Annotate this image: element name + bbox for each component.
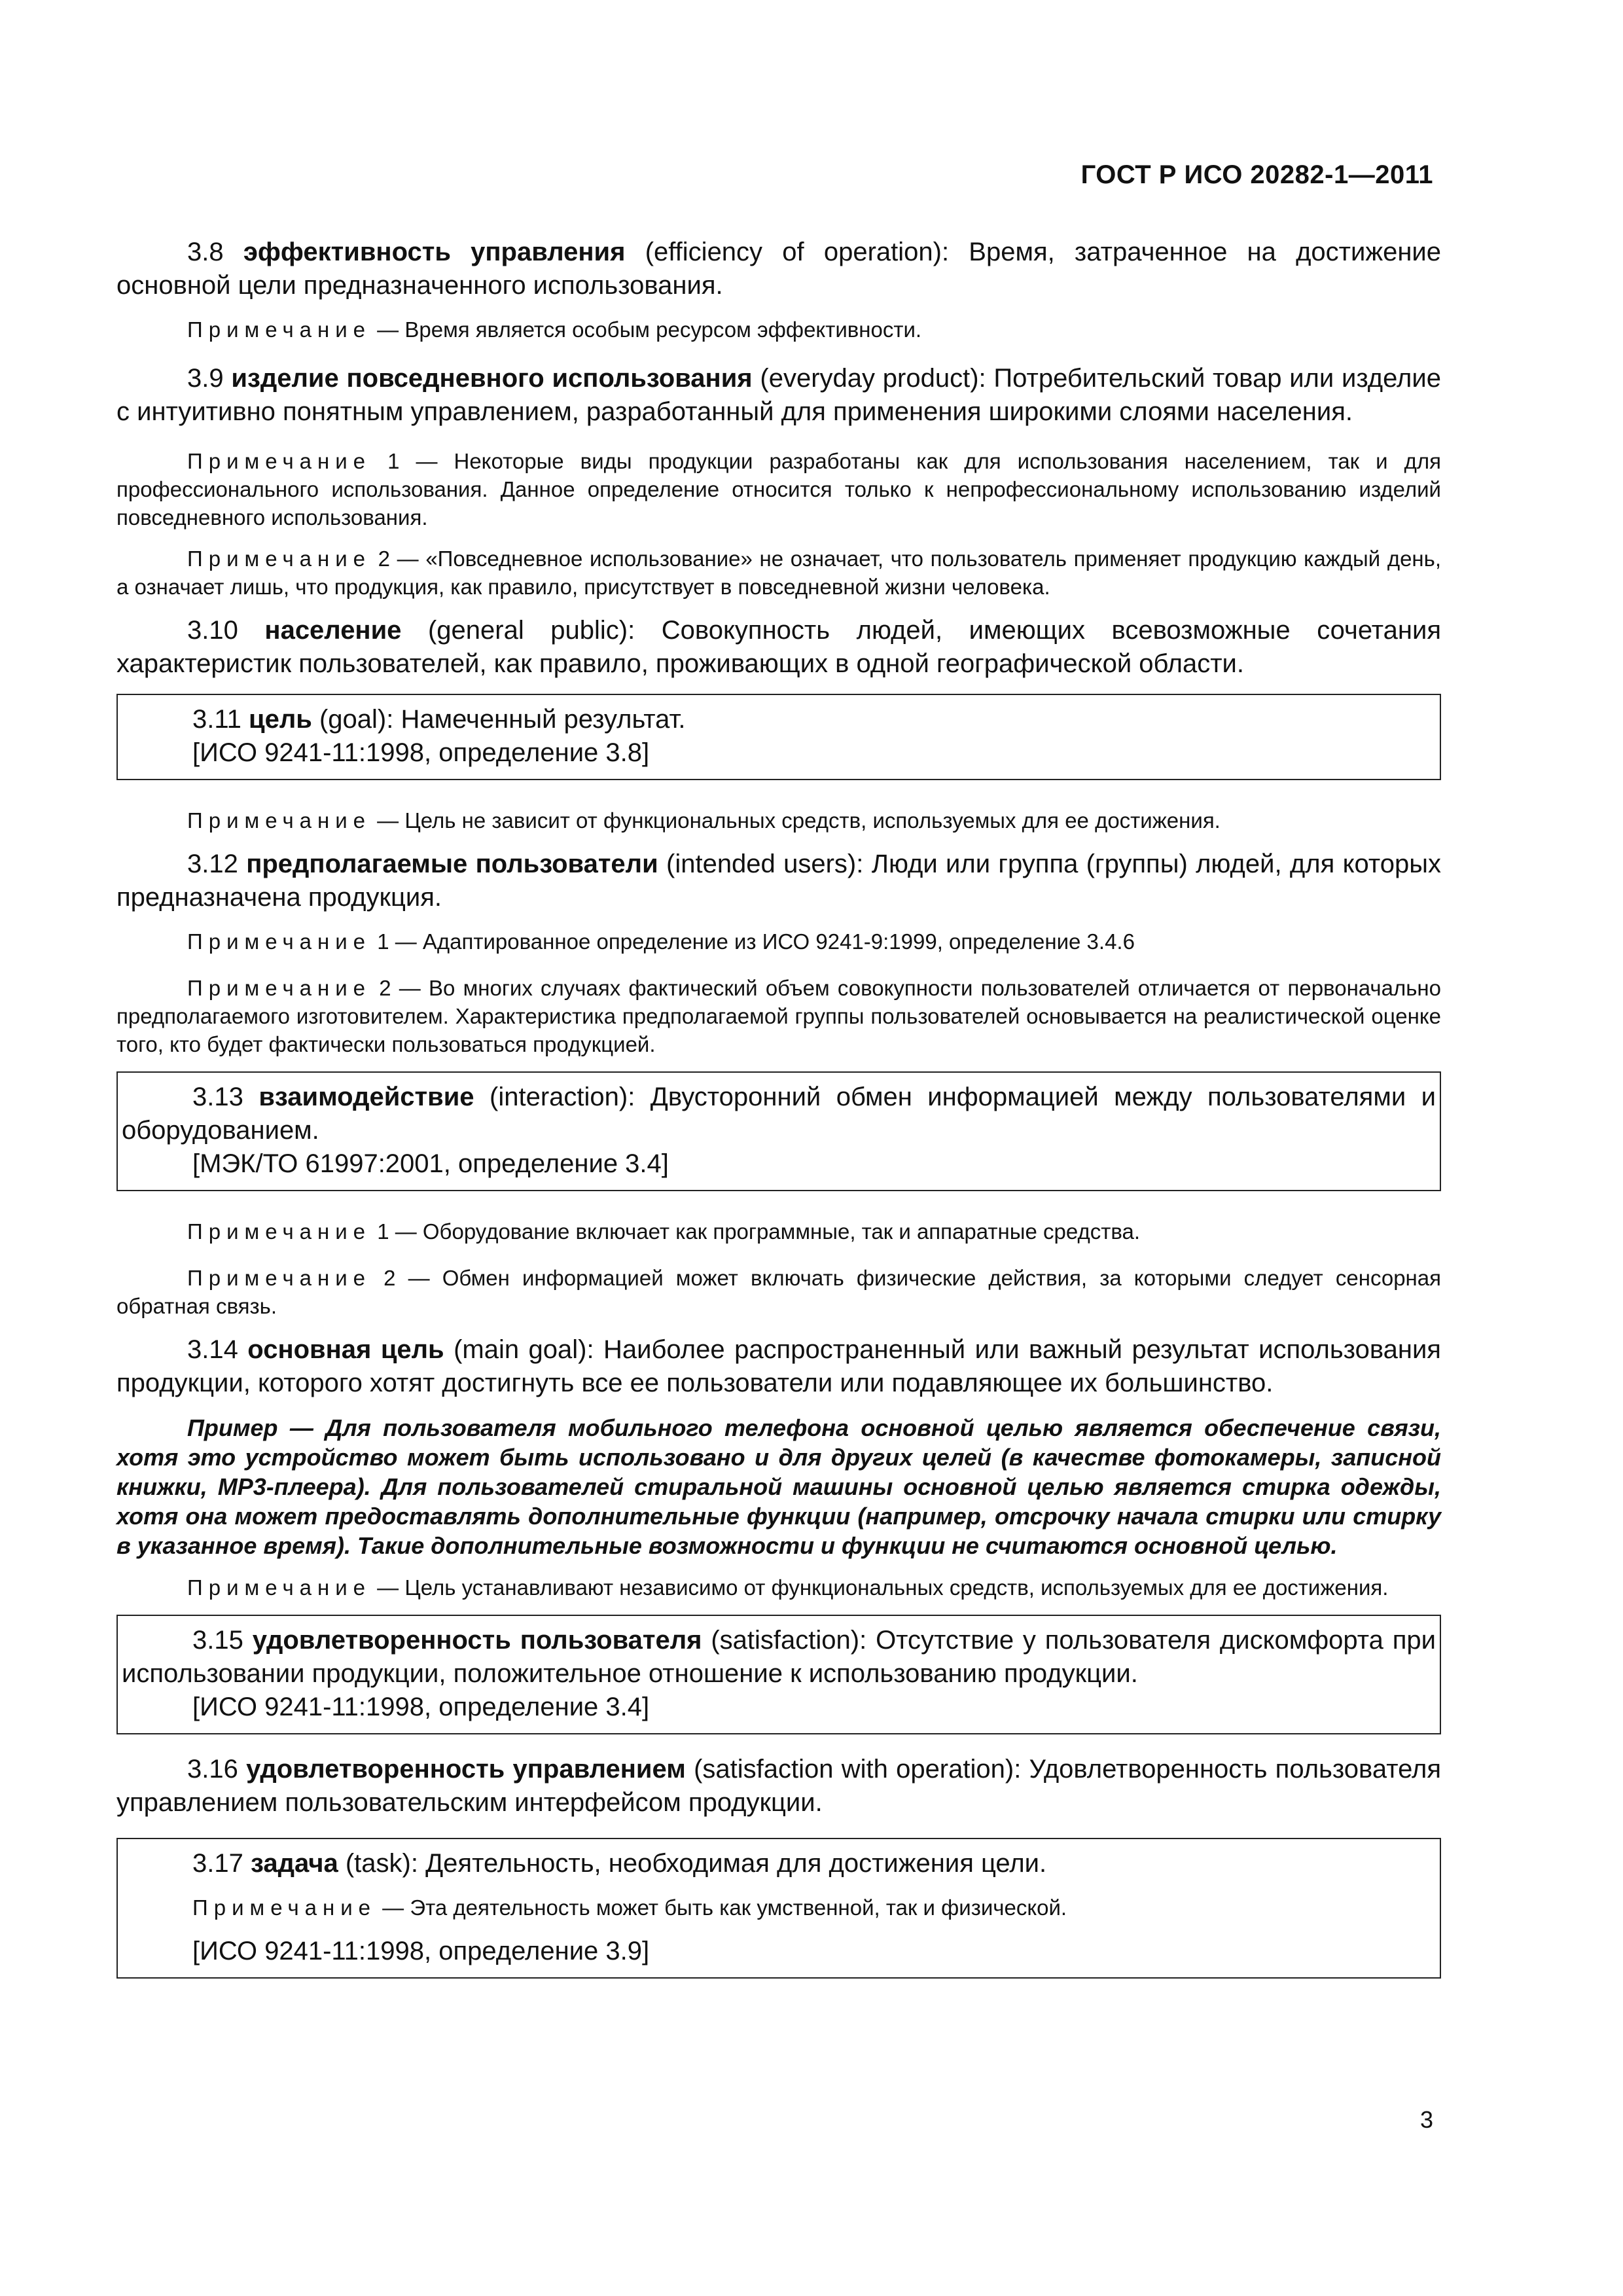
- boxed-term-3-17: [116, 1838, 1441, 1979]
- term-3-14: 3.14 основная цель (main goal): Наиболее распространенный или важный результат использования продукции, которого хотят достигнуть все ее пользователи или подавляющее их большинство.: [116, 1335, 1441, 1397]
- term-3-12: 3.12 предполагаемые пользователи (intended users): Люди или группа (группы) людей, для которых предназначена продукция.: [116, 850, 1441, 912]
- term-3-15: 3.15 удовлетворенность пользователя (satisfaction): Отсутствие у пользователя дискомфорта при использовании продукции, положительное отношение к использованию продукции.: [122, 1626, 1436, 1688]
- term-3-9: 3.9 изделие повседневного использования (everyday product): Потребительский товар или изделие с интуитивно понятным управлением, разработанный для применения широкими слоями населения.: [116, 364, 1441, 426]
- boxed-term-3-15: [116, 1615, 1441, 1734]
- document-header: ГОСТ Р ИСО 20282-1—2011: [1080, 160, 1433, 189]
- note-3-12-1: Примечание 1 — Адаптированное определение из ИСО 9241-9:1999, определение 3.4.6: [187, 929, 1135, 954]
- note-3-9-1: Примечание 1 — Некоторые виды продукции разработаны как для использования населением, так и для профессионального использования. Данное определение относится только к непрофессиональному использованию изделий повседневного использования.: [116, 449, 1442, 529]
- note-3-11: Примечание — Цель не зависит от функциональных средств, используемых для ее достижения.: [187, 808, 1221, 833]
- term-3-10: 3.10 население (general public): Совокупность людей, имеющих всевозможные сочетания характеристик пользователей, как правило, проживающих в одной географической области.: [116, 616, 1441, 678]
- term-3-16: 3.16 удовлетворенность управлением (satisfaction with operation): Удовлетворенность пользователя управлением пользовательским интерфейсом продукции.: [116, 1755, 1441, 1817]
- note-3-8: Примечание — Время является особым ресурсом эффективности.: [187, 317, 922, 342]
- note-3-17: Примечание — Эта деятельность может быть как умственной, так и физической.: [192, 1895, 1067, 1920]
- note-3-13-2: Примечание 2 — Обмен информацией может включать физические действия, за которыми следует сенсорная обратная связь.: [116, 1266, 1441, 1318]
- reference-3-13: [МЭК/ТО 61997:2001, определение 3.4]: [192, 1149, 669, 1178]
- example-3-14: Пример — Для пользователя мобильного телефона основной целью является обеспечение связи, хотя это устройство может быть использовано и для других целей (в качестве фотокамеры, записной книжки, МР3-плеера). Для пользователей стиральной машины основной целью является стирка одежды, хотя она может предоставлять дополнительные функции (например, отсрочку начала стирки или стирку в указанное время). Такие дополнительные возможности и функции не считаются основной целью.: [116, 1414, 1441, 1559]
- reference-3-17: [ИСО 9241-11:1998, определение 3.9]: [192, 1937, 650, 1965]
- note-3-14: Примечание — Цель устанавливают независимо от функциональных средств, используемых для ее достижения.: [187, 1575, 1389, 1600]
- note-3-9-2: Примечание 2 — «Повседневное использование» не означает, что пользователь применяет продукцию каждый день, а означает лишь, что продукция, как правило, присутствует в повседневной жизни человека.: [116, 547, 1442, 599]
- reference-3-11: [ИСО 9241-11:1998, определение 3.8]: [192, 738, 650, 767]
- term-3-11: 3.11 цель (goal): Намеченный результат.: [192, 705, 686, 734]
- boxed-term-3-13: [116, 1071, 1441, 1191]
- page-number: 3: [1419, 2106, 1433, 2133]
- note-3-12-2: Примечание 2 — Во многих случаях фактический объем совокупности пользователей отличается от первоначально предполагаемого изготовителем. Характеристика предполагаемой группы пользователей основывается на реалистической оценке того, кто будет фактически пользоваться продукцией.: [116, 976, 1441, 1056]
- document-body: [116, 236, 1441, 1979]
- term-3-13: 3.13 взаимодействие (interaction): Двусторонний обмен информацией между пользователями и оборудованием.: [122, 1083, 1436, 1145]
- note-3-13-1: Примечание 1 — Оборудование включает как программные, так и аппаратные средства.: [187, 1219, 1140, 1244]
- boxed-term-3-11: [116, 694, 1441, 780]
- term-3-17: 3.17 задача (task): Деятельность, необходимая для достижения цели.: [192, 1849, 1047, 1878]
- reference-3-15: [ИСО 9241-11:1998, определение 3.4]: [192, 1693, 650, 1721]
- term-3-8: 3.8 эффективность управления (efficiency of operation): Время, затраченное на достижение основной цели предназначенного использования.: [116, 238, 1442, 300]
